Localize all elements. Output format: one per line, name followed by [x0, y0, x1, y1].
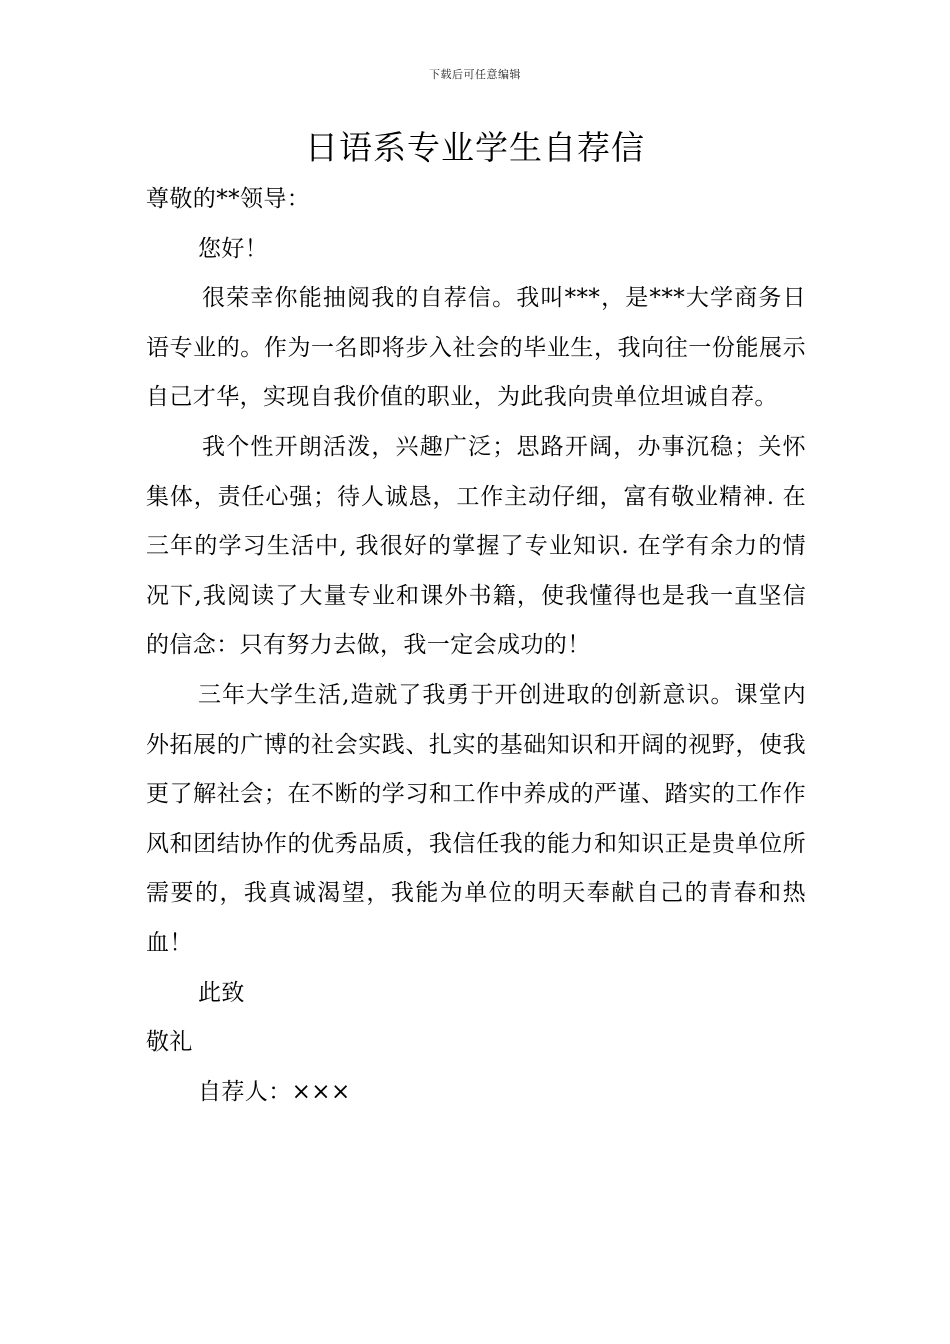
closing-line-1: 此致 [198, 979, 245, 1006]
document-title: 日语系专业学生自荐信 [305, 128, 645, 167]
signature: 自荐人：××× [198, 1078, 351, 1105]
salutation: 尊敬的**领导： [146, 186, 311, 212]
paragraph-2: 我个性开朗活泼，兴趣广泛；思路开阔，办事沉稳；关怀集体，责任心强；待人诚恳，工作主动仔细，富有敬业精神. 在三年的学习生活中, 我很好的掌握了专业知识. 在学有余力的情况下,我阅读了大量专业和课外书籍，使我懂得也是我一直坚信的信念：只有努力去做，我一定会成功的！ [146, 433, 806, 659]
closing-line-2: 敬礼 [146, 1029, 193, 1056]
letter-body [146, 175, 806, 1117]
paragraph-3: 三年大学生活,造就了我勇于开创进取的创新意识。课堂内外拓展的广博的社会实践、扎实的基础知识和开阔的视野，使我更了解社会；在不断的学习和工作中养成的严谨、踏实的工作作风和团结协作的优秀品质，我信任我的能力和知识正是贵单位所需要的，我真诚渴望，我能为单位的明天奉献自己的青春和热血！ [146, 681, 806, 956]
paragraph-1: 很荣幸你能抽阅我的自荐信。我叫***，是***大学商务日语专业的。作为一名即将步入社会的毕业生，我向往一份能展示自己才华，实现自我价值的职业，为此我向贵单位坦诚自荐。 [146, 285, 806, 411]
header-note: 下载后可任意编辑 [429, 68, 521, 81]
greeting: 您好！ [198, 235, 269, 262]
